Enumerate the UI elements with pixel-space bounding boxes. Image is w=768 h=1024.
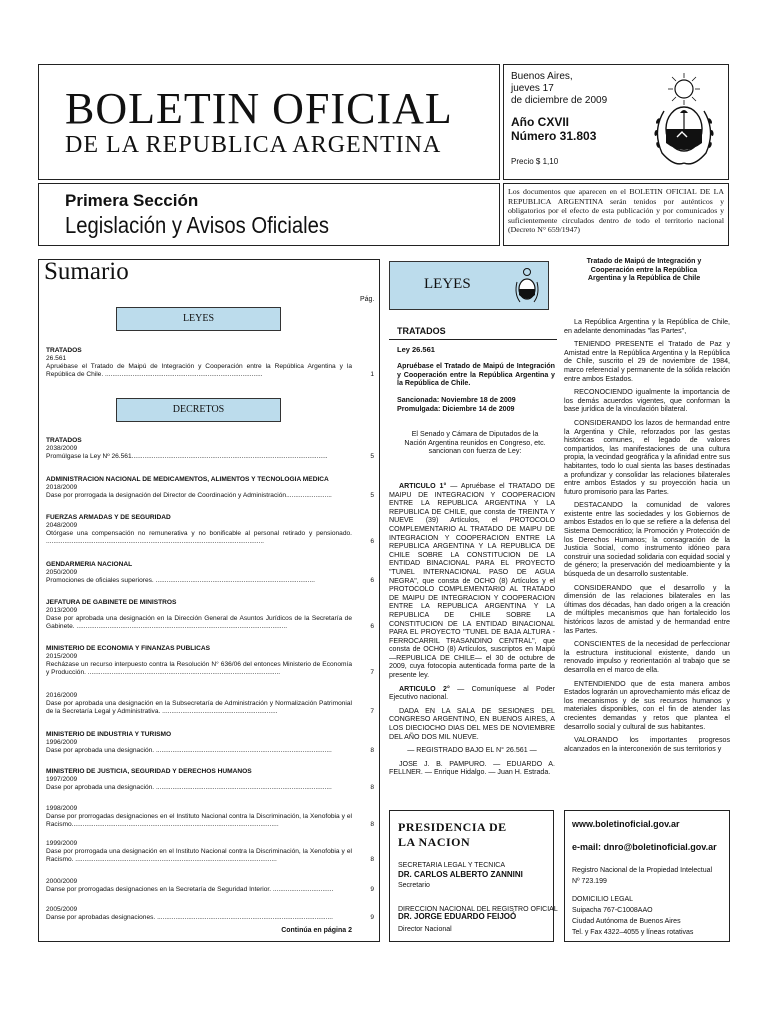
entry-text: Dase por prorrogada una designación en el Instituto Nacional contra la Discriminación, la Xenofobia y el Racismo. .............................................................................................................. [46,848,352,863]
law-number: Ley 26.561 [397,345,435,354]
email-link[interactable]: e-mail: dnro@boletinoficial.gov.ar [572,842,717,852]
entry-number: 1999/2009 [46,840,78,847]
treaty-title: Tratado de Maipú de Integración y Cooperación entre la República Argentina y la República de Chile [586,257,702,283]
entry-text: Recházase un recurso interpuesto contra la Resolución N° 636/06 del entonces Ministerio de Economía y Producción. ......................................................................................................... [46,661,352,676]
issue-city: Buenos Aires, [511,71,573,82]
sumario-entry[interactable] [46,645,374,677]
entry-text: Apruébase el Tratado de Maipú de Integración y Cooperación entre la República Argentina y la República de Chile. ...................................................................................... [46,363,352,378]
issue-date [511,71,607,107]
presidencia-title-line1: PRESIDENCIA DE [398,820,507,834]
issue-year: Año CXVII [511,115,570,129]
entry-category: MINISTERIO DE ECONOMIA Y FINANZAS PUBLICAS [46,645,210,652]
treaty-paragraph: La República Argentina y la República de Chile, en adelante denominadas "las Partes", [564,318,730,335]
law-dada: DADA EN LA SALA DE SESIONES DEL CONGRESO ARGENTINO, EN BUENOS AIRES, A LOS DIECIOCHO DIAS DEL MES DE NOVIEMBRE DEL AÑO DOS MIL NUEVE. [389,706,555,741]
treaty-text [564,318,730,758]
entry-page: 5 [370,492,374,499]
law-summary: Apruébase el Tratado de Maipú de Integración y Cooperación entre la República Argentina y la República de Chile. [397,362,555,388]
law-signers: JOSE J. B. PAMPURO. — EDUARDO A. FELLNER. — Enrique Hidalgo. — Juan H. Estrada. [389,759,555,777]
entry-text: Dase por aprobada una designación. ................................................................................................ [46,747,332,754]
sumario-entry[interactable] [46,476,374,500]
website-link[interactable]: www.boletinoficial.gov.ar [572,819,680,829]
continua-note: Continúa en página 2 [281,927,352,934]
presidencia-title [398,820,507,850]
treaty-paragraph: CONSCIENTES de la necesidad de perfeccionar la estructura institucional existente, dando un renovado impulso y reorientación al trabajo que se desarrolla en el marco de ella. [564,640,730,674]
treaty-paragraph: DESTACANDO la comunidad de valores existente entre las sociedades y los Gobiernos de ambos Estados en lo que se refiere a la defensa del Sistema Democrático; la Promoción y Protección de los Derechos Humanos; la consagración de la Justicia Social, como instrumento idóneo para construir una sociedad solidaria con equidad social y de género; la preservación del medioambiente y la búsqueda de un desarrollo sustentable. [564,501,731,579]
sumario-entry[interactable] [46,437,374,461]
issue-price: Precio $ 1,10 [511,157,559,166]
entry-number: 2013/2009 [46,607,78,614]
entry-number: 1998/2009 [46,805,78,812]
entry-number: 2048/2009 [46,522,78,529]
entry-page: 8 [370,784,374,791]
entry-category: TRATADOS [46,347,82,354]
article-1-label: ARTICULO 1° [399,482,447,490]
sumario-entry[interactable] [46,514,374,546]
entry-page: 8 [370,856,374,863]
entry-text: Danse por aprobadas designaciones. ................................................................................................ [46,914,333,921]
section-box [38,183,500,246]
entry-text: Dase por aprobada una designación. ................................................................................................ [46,784,332,791]
entry-category: MINISTERIO DE JUSTICIA, SEGURIDAD Y DERECHOS HUMANOS [46,768,252,775]
sumario-entry[interactable] [46,906,374,922]
sumario-entry[interactable] [46,692,374,716]
entry-category: MINISTERIO DE INDUSTRIA Y TURISMO [46,731,172,738]
entry-text: Danse por prorrogadas designaciones en el Instituto Nacional contra la Discriminación, la Xenofobia y el Racismo................................................................................................................. [46,813,352,828]
entry-page: 6 [370,577,374,584]
treaty-paragraph: CONSIDERANDO que el desarrollo y la dimensión de las relaciones bilaterales en las últimas dos décadas, han dado origen a la creación de múltiples mecanismos que han fortalecido los históricos lazos de amistad y de hermandad entre las Partes. [564,583,730,635]
street-address: Suipacha 767-C1008AAO [572,907,653,914]
entry-number: 2015/2009 [46,653,78,660]
treaty-paragraph: VALORANDO los importantes progresos alcanzados en la interconexión de sus territorios y [564,736,730,753]
entry-page: 9 [370,914,374,921]
entry-text: Otórgase una compensación no remunerativa y no bonificable al personal retirado y pensionado. ....................................................................................................................... [46,530,352,545]
domicilio-label: DOMICILIO LEGAL [572,896,634,903]
leyes-band [389,261,549,310]
entry-text: Promociones de oficiales superiores. ....................................................................................... [46,577,315,584]
entry-text: Promúlgase la Ley Nº 26.561........................................................................................................... [46,453,328,460]
law-dates [397,396,555,413]
leyes-category: TRATADOS [397,326,446,336]
sumario-entry[interactable] [46,347,374,379]
sumario-entry[interactable] [46,561,374,585]
dir-name: DR. JORGE EDUARDO FEIJOÓ [398,912,517,921]
article-2-label: ARTICULO 2° [399,684,450,693]
entry-number: 2005/2009 [46,906,78,913]
entry-page: 1 [370,371,374,378]
law-registrado: — REGISTRADO BAJO EL N° 26.561 — [407,746,537,755]
entry-page: 9 [370,886,374,893]
issue-number: Número 31.803 [511,129,597,143]
contact-box [564,810,730,942]
telephone: Tel. y Fax 4322–4055 y líneas rotativas [572,929,694,936]
entry-number: 26.561 [46,355,67,362]
sec-label: SECRETARIA LEGAL Y TECNICA [398,862,505,869]
sumario-leyes-band: LEYES [116,307,281,331]
entry-text: Dase por prorrogada la designación del Director de Coordinación y Administración......................... [46,492,332,499]
entry-page: 7 [370,708,374,715]
treaty-paragraph: CONSIDERANDO los lazos de hermandad entre la Argentina y Chile, reforzados por las gestas históricas comunes, el legado de valores compartidos, las manifestaciones de una cultura propia, la vecindad geográfica y la afinidad entre sus habitantes, todo lo cual sienta las bases destinadas a profundizar y consolidar las relaciones bilaterales entre ambos Estados y su proyección hacia un futuro promisorio para las Partes. [564,418,730,496]
city-address: Ciudad Autónoma de Buenos Aires [572,918,681,925]
entry-text: Dase por aprobada una designación en la Dirección General de Asuntos Jurídicos de la Secretaría de Gabinete. ................................................................................................................... [46,615,352,630]
presidencia-box [389,810,558,942]
section-name: Primera Sección [65,191,199,210]
entry-page: 6 [370,623,374,630]
treaty-paragraph: TENIENDO PRESENTE el Tratado de Paz y Amistad entre la República Argentina y la República de Chile, suscrito el 29 de noviembre de 1984, marco referencial y permanente de la sólida relación entre ambos Estados. [564,340,730,383]
sumario-title: Sumario [44,258,129,285]
newspaper-title: BOLETIN OFICIAL [65,84,453,133]
sumario-entry[interactable] [46,731,374,755]
registro-label: Registro Nacional de la Propiedad Intelectual [572,867,713,874]
entry-category: TRATADOS [46,437,82,444]
entry-category: JEFATURA DE GABINETE DE MINISTROS [46,599,177,606]
section-description: Legislación y Avisos Oficiales [65,212,329,238]
law-intro: El Senado y Cámara de Diputados de la Nación Argentina reunidos en Congreso, etc. sancionan con fuerza de Ley: [404,430,546,456]
presidencia-title-line2: LA NACION [398,835,471,849]
sumario-entry[interactable] [46,768,374,792]
sumario-decretos-band: DECRETOS [116,398,281,422]
coat-of-arms-icon [644,71,724,171]
entry-number: 2050/2009 [46,569,78,576]
sumario-entry[interactable] [46,805,374,829]
leyes-band-label: LEYES [424,276,471,292]
entry-number: 2038/2009 [46,445,78,452]
registro-number: Nº 723.199 [572,878,607,885]
treaty-paragraph: ENTENDIENDO que de esta manera ambos Estados lograrán un aprovechamiento más eficaz de los mecanismos y de sus recursos humanos y materiales disponibles, con el fin de atender las crecientes demandas y retos que plantea el desarrollo social y cultural de sus habitantes. [564,679,730,731]
entry-page: 8 [370,747,374,754]
page-column-label: Pág. [360,296,375,303]
dir-label: DIRECCION NACIONAL DEL REGISTRO OFICIAL [398,906,558,913]
entry-number: 2016/2009 [46,692,78,699]
entry-number: 1996/2009 [46,739,78,746]
sumario-entry[interactable] [46,840,374,864]
entry-number: 1997/2009 [46,776,78,783]
masthead [38,64,500,180]
sumario-entry[interactable] [46,878,374,894]
entry-text: Dase por aprobada una designación en la Subsecretaría de Administración y Normalización Patrimonial de la Secretaría Legal y Administrativa. ............................................................... [46,700,352,715]
article-2-text: — Comuníquese al Poder Ejecutivo nacional. [389,684,555,702]
entry-page: 8 [370,821,374,828]
promulgada-date: Promulgada: Diciembre 14 de 2009 [397,404,515,413]
entry-page: 5 [370,453,374,460]
entry-page: 6 [370,538,374,545]
entry-category: ADMINISTRACION NACIONAL DE MEDICAMENTOS, ALIMENTOS Y TECNOLOGIA MEDICA [46,476,329,483]
article-1 [389,482,555,782]
sancionada-date: Sancionada: Noviembre 18 de 2009 [397,396,516,404]
issue-weekday: jueves 17 [511,83,554,94]
coat-of-arms-icon [512,266,542,306]
entry-number: 2000/2009 [46,878,78,885]
dir-role: Director Nacional [398,926,452,933]
entry-number: 2018/2009 [46,484,78,491]
leyes-divider [389,339,557,340]
entry-category: FUERZAS ARMADAS Y DE SEGURIDAD [46,514,171,521]
issue-day: de diciembre de 2009 [511,95,608,106]
sec-role: Secretario [398,882,430,889]
entry-text: Danse por prorrogadas designaciones en la Secretaría de Seguridad Interior. ................................. [46,886,334,893]
newspaper-subtitle: DE LA REPUBLICA ARGENTINA [65,132,442,158]
sec-name: DR. CARLOS ALBERTO ZANNINI [398,870,523,879]
sumario-entry[interactable] [46,599,374,631]
article-1-text: — Apruébase el TRATADO DE MAIPU DE INTEGRACION Y COOPERACION ENTRE LA REPUBLICA ARGENTINA Y LA REPUBLICA DE CHILE, que consta de TREINTA Y NUEVE (39) Artículos, el PROTOCOLO COMPLEMENTARIO AL TRATADO DE MAIPU DE INTEGRACION Y COOPERACION ENTRE LA REPUBLICA ARGENTINA Y LA REPUBLICA DE CHILE SOBRE LA CONSTITUCION DE LA ENTIDAD BINACIONAL PARA EL PROYECTO "TUNEL INTERNACIONAL PASO DE AGUA NEGRA", que consta de OCHO (8) Artículos y el PROTOCOLO COMPLEMENTARIO AL TRATADO DE MAIPU DE INTEGRACION Y COOPERACION ENTRE LA REPUBLICA ARGENTINA Y LA REPUBLICA DE CHILE SOBRE LA CONSTITUCION DE LA ENTIDAD BINACIONAL PARA EL PROYECTO "TUNEL DE BAJA ALTURA - FERROCARRIL TRASANDINO CENTRAL", que consta de OCHO (8) Artículos, suscriptos en Maipú —REPUBLICA DE CHILE— el 30 de octubre de 2009, cuya fotocopia autenticada forma parte de la presente ley. [389,482,555,680]
issue-info [503,64,729,180]
entry-category: GENDARMERIA NACIONAL [46,561,133,568]
treaty-paragraph: RECONOCIENDO igualmente la importancia de los demás acuerdos vigentes, que conforman la base jurídica de la vinculación bilateral. [564,388,730,414]
legal-notice: Los documentos que aparecen en el BOLETIN OFICIAL DE LA REPUBLICA ARGENTINA serán tenidos por auténticos y obligatorios por el efecto de esta publicación y por comunicados y suficientemente circulados dentro de todo el territorio nacional (Decreto N° 659/1947) [503,183,729,246]
entry-page: 7 [370,669,374,676]
